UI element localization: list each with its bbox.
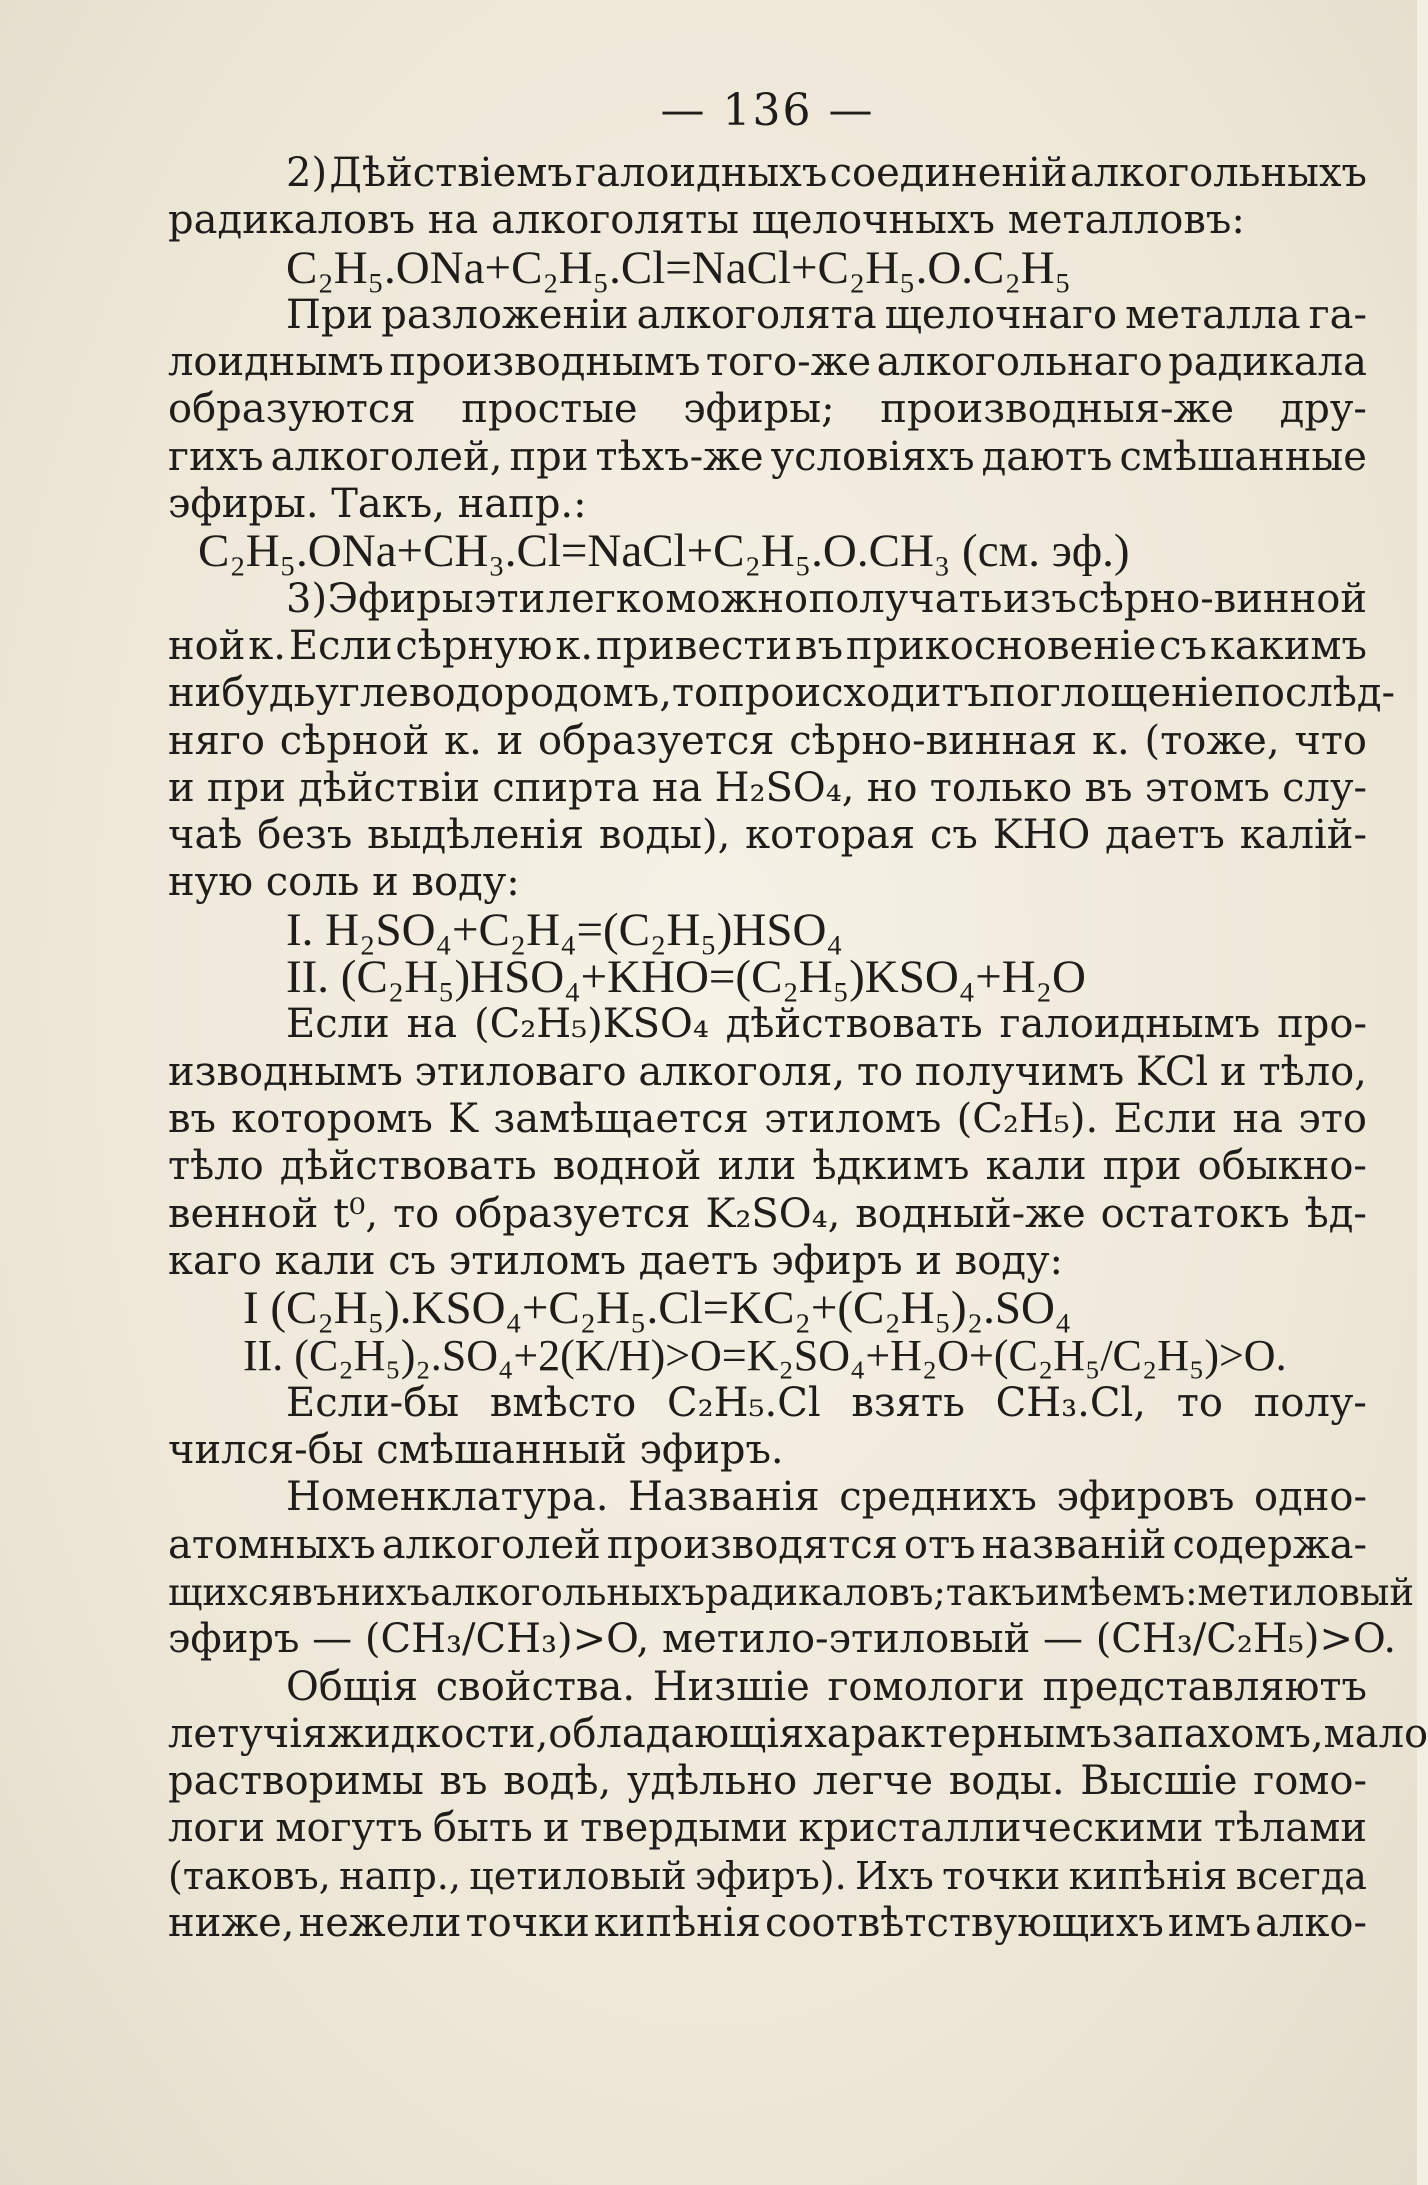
word: легче (812, 1758, 934, 1805)
text-line (168, 1049, 1367, 1096)
text-line (168, 339, 1367, 386)
word: изводнымъ (168, 1048, 403, 1095)
word: содержа- (1172, 1521, 1367, 1568)
word: дѣйствовать (725, 1001, 983, 1048)
word: про- (1277, 1001, 1367, 1048)
word: галоидныхъ (575, 150, 828, 196)
word: тѣлами (1213, 1805, 1367, 1852)
word: и (1220, 1048, 1247, 1095)
word: съ (1159, 622, 1208, 669)
word: простые (461, 386, 638, 433)
word: производятся (606, 1521, 898, 1568)
text-line (168, 1191, 1367, 1238)
word: H₂SO₄, (714, 764, 855, 811)
word: тѣло, (1258, 1048, 1367, 1095)
word: точки (465, 1899, 590, 1946)
word: (C₂H₅). (956, 1095, 1099, 1142)
word: спирта (492, 764, 640, 811)
word: то (856, 1048, 904, 1095)
word: такъ (945, 1570, 1036, 1614)
word: получать (808, 575, 1003, 622)
word: въ (292, 1570, 337, 1614)
word: взять (851, 1379, 965, 1426)
word: обыкно- (1197, 1143, 1367, 1190)
word: радикаловъ; (704, 1570, 946, 1614)
word: эфиры; (683, 386, 835, 433)
word: тѣло (168, 1143, 264, 1190)
word: смѣшанные (1119, 433, 1367, 480)
text-line (168, 765, 1367, 812)
word: представляютъ (1042, 1663, 1367, 1710)
word: водный-же (855, 1190, 1086, 1237)
word: одно- (1254, 1474, 1367, 1521)
word: образуется (454, 1190, 691, 1237)
text-line (168, 1900, 1367, 1947)
word: въ (168, 1095, 216, 1142)
word: эфиръ). (694, 1853, 847, 1898)
word: метиловый (1197, 1570, 1415, 1614)
word: только (929, 764, 1073, 811)
word: всегда (1235, 1853, 1367, 1898)
word: венной (168, 1190, 319, 1237)
word: к. (248, 622, 286, 669)
word: атомныхъ (168, 1521, 376, 1568)
formula-line: I. H₂SO₄+C₂H₄=(C₂H₅)HSO₄ (286, 903, 843, 956)
word: удѣльно (626, 1758, 798, 1805)
word: CH₃.Cl, (995, 1379, 1146, 1426)
text-line (168, 623, 1367, 670)
word: даютъ (981, 433, 1113, 480)
word: KHO (992, 812, 1091, 859)
word: этиломъ (764, 1095, 942, 1142)
word: K (448, 1095, 479, 1142)
text-line (168, 1143, 1367, 1190)
word: KCl (1136, 1048, 1209, 1095)
word: вмѣсто (489, 1379, 637, 1426)
word: эфировъ (1056, 1474, 1235, 1521)
word: галоиднымъ (999, 1001, 1261, 1048)
word: на (651, 764, 703, 811)
word: лоиднымъ (168, 339, 384, 386)
word: металла (1125, 291, 1301, 338)
word: (таковъ, (168, 1853, 331, 1898)
word: Низшіе (652, 1663, 810, 1710)
word: въ (1084, 764, 1133, 811)
word: ниже, (168, 1899, 295, 1946)
word: алкогольныхъ (1069, 150, 1367, 196)
word: алкоголя, (638, 1048, 846, 1095)
word: C₂H₅.Cl (666, 1379, 821, 1426)
word: на (406, 1001, 458, 1048)
word: происходитъ (718, 670, 990, 717)
word: гомологи (827, 1663, 1025, 1710)
word: остатокъ (1100, 1190, 1290, 1237)
word: алкоголята (636, 291, 877, 338)
word: сѣрно-винной (1077, 575, 1367, 622)
word: эти (474, 575, 546, 622)
word: кристаллическими (798, 1805, 1204, 1852)
word: алкогольныхъ (430, 1570, 705, 1614)
text-line (168, 1569, 1415, 1616)
word: дру- (1279, 386, 1367, 433)
text-line (168, 386, 1367, 433)
text-line: чился-бы смѣшанный эфиръ. (168, 1427, 784, 1474)
word: калій- (1239, 812, 1367, 859)
word: привести (595, 622, 793, 669)
word: Если (1113, 1095, 1218, 1142)
word: разложеніи (381, 291, 629, 338)
word: сѣрной (279, 717, 430, 764)
word: отъ (903, 1521, 976, 1568)
word: (тоже, (1144, 717, 1280, 764)
word: Высшіе (1080, 1758, 1238, 1805)
word: водѣ, (503, 1758, 612, 1805)
word: ной (168, 622, 246, 669)
text-line (168, 1758, 1367, 1805)
word: Дѣйствіемъ (329, 150, 573, 196)
word: ѣд- (1304, 1190, 1367, 1237)
word: Номенклатура. (286, 1474, 609, 1521)
word: это (1298, 1095, 1367, 1142)
word: чаѣ (168, 812, 243, 859)
word: 2) (286, 150, 328, 196)
text-line (168, 718, 1367, 765)
word: t⁰, (333, 1190, 379, 1237)
word: могутъ (275, 1805, 423, 1852)
text-line (168, 1710, 1428, 1758)
word: при (509, 433, 589, 480)
text-line (168, 1664, 1367, 1711)
text-line (168, 812, 1367, 859)
word: соотвѣтствующихъ (765, 1899, 1164, 1946)
word: то (671, 670, 719, 717)
formula-line: I (C₂H₅).KSO₄+C₂H₅.Cl=KC₂+(C₂H₅)₂.SO₄ (243, 1282, 1072, 1335)
text-line (168, 1001, 1367, 1048)
word: воды. (948, 1758, 1065, 1805)
word: которомъ (231, 1095, 433, 1142)
text-line (168, 670, 1396, 717)
word: характернымъ (804, 1710, 1112, 1757)
word: быть (432, 1805, 533, 1852)
word: выдѣленія (367, 812, 585, 859)
text-line: каго кали съ этиломъ даетъ эфиръ и воду: (168, 1237, 1063, 1284)
text-line: эфиръ — (CH₃/CH₃)>O, метило-этиловый — (CH₃/C₂H₅)>O. (168, 1616, 1397, 1663)
word: соединеній (829, 150, 1068, 196)
word: слу- (1282, 764, 1367, 811)
word: обладающія (548, 1710, 805, 1757)
word: (C₂H₅)KSO₄ (474, 1001, 709, 1048)
word: твердыми (579, 1805, 789, 1852)
word: ѣдкимъ (812, 1143, 970, 1190)
word: Если (286, 1001, 390, 1048)
text-line (168, 1853, 1367, 1900)
word: въ (439, 1758, 488, 1805)
word: какимъ (1209, 622, 1367, 669)
text-line: эфиры. Такъ, напр.: (168, 481, 587, 528)
word: среднихъ (839, 1474, 1037, 1521)
word: прикосновеніе (845, 622, 1157, 669)
word: названій (981, 1521, 1167, 1568)
word: на (1232, 1095, 1283, 1142)
word: кали (985, 1143, 1087, 1190)
word: алкоголей, (270, 433, 503, 480)
word: к. (444, 717, 482, 764)
word: к. (1092, 717, 1130, 764)
word: радикала (1168, 339, 1367, 386)
word: безъ (257, 812, 353, 859)
word: при (1102, 1143, 1182, 1190)
word: дѣйствіи (298, 764, 481, 811)
word: щелочнаго (884, 291, 1118, 338)
word: точки (942, 1853, 1061, 1898)
word: воды), (598, 812, 731, 859)
word: Если-бы (286, 1379, 460, 1426)
text-line (168, 1805, 1367, 1852)
word: то (392, 1190, 440, 1237)
word: цетиловый (469, 1853, 687, 1898)
word: образуется (538, 717, 775, 764)
word: сѣрно-винная (789, 717, 1078, 764)
word: алко- (1255, 1899, 1367, 1946)
word: поглощеніе (989, 670, 1235, 717)
word: няго (168, 717, 265, 764)
text-line (168, 1522, 1367, 1569)
formula-line: II. (C₂H₅)HSO₄+KHO=(C₂H₅)KSO₄+H₂O (286, 951, 1086, 1004)
word: га- (1308, 291, 1367, 338)
word: алкоголей (381, 1521, 601, 1568)
word: растворимы (168, 1758, 424, 1805)
page-number: — 136 — (660, 85, 875, 136)
word: к. (555, 622, 594, 669)
text-line (168, 150, 1367, 197)
word: при (206, 764, 286, 811)
formula-line: II. (C₂H₅)₂.SO₄+2(K/H)>O=K₂SO₄+H₂O+(C₂H₅/C₂H₅)>O. (243, 1331, 1287, 1381)
formula-line: C₂H₅.ONa+CH₃.Cl=NaCl+C₂H₅.O.CH₃ (см. эф.) (198, 525, 1130, 578)
word: Если (288, 622, 393, 669)
word: тѣхъ-же (595, 433, 764, 480)
word: Эфиры (327, 575, 474, 622)
word: условіяхъ (770, 433, 975, 480)
text-line (168, 434, 1367, 481)
word: K₂SO₄, (705, 1190, 841, 1237)
word: свойства. (435, 1663, 636, 1710)
word: но (866, 764, 918, 811)
word: этомъ (1144, 764, 1270, 811)
word: углеводородомъ, (315, 670, 672, 717)
word: или (717, 1143, 797, 1190)
word: сѣрную (395, 622, 553, 669)
word: нежели (298, 1899, 462, 1946)
word: имъ (1167, 1899, 1252, 1946)
text-line (168, 1380, 1367, 1427)
word: въ (795, 622, 844, 669)
word: 3) (286, 575, 328, 622)
word: производныя-же (880, 386, 1234, 433)
word: замѣщается (493, 1095, 749, 1142)
word: и (496, 717, 524, 764)
formula-line: C₂H₅.ONa+C₂H₅.Cl=NaCl+C₂H₅.O.C₂H₅ (286, 241, 1072, 294)
text-line: радикаловъ на алкоголяты щелочныхъ металловъ: (168, 197, 1245, 244)
word: запахомъ, (1111, 1710, 1324, 1757)
word: дѣйствовать (279, 1143, 537, 1190)
text-line: ную соль и воду: (168, 859, 520, 906)
word: даетъ (1105, 812, 1225, 859)
word: летучія (168, 1710, 328, 1757)
word: которая (745, 812, 916, 859)
word: то (1176, 1379, 1223, 1426)
word: логи (168, 1805, 266, 1852)
word: этиловаго (414, 1048, 627, 1095)
word: нибудь (168, 670, 316, 717)
text-line (168, 292, 1367, 339)
word: имѣемъ: (1035, 1570, 1198, 1614)
text-line (168, 1474, 1367, 1521)
text-line (168, 576, 1367, 623)
word: полу- (1253, 1379, 1367, 1426)
word: получимъ (914, 1048, 1125, 1095)
word: нихъ (336, 1570, 431, 1614)
word: мало (1323, 1710, 1428, 1757)
word: щихся (168, 1570, 292, 1614)
word: послѣд- (1234, 670, 1396, 717)
word: напр., (339, 1853, 461, 1898)
word: При (286, 291, 374, 338)
word: того-же (705, 339, 872, 386)
word: изъ (1002, 575, 1077, 622)
word: Ихъ (855, 1853, 934, 1898)
word: кипѣнія (593, 1899, 761, 1946)
word: Общія (286, 1663, 419, 1710)
word: водной (552, 1143, 702, 1190)
word: образуются (168, 386, 416, 433)
word: можно (665, 575, 809, 622)
word: гихъ (168, 433, 264, 480)
word: и (543, 1805, 570, 1852)
text-line (168, 1096, 1367, 1143)
word: Названія (628, 1474, 820, 1521)
word: что (1294, 717, 1367, 764)
word: съ (930, 812, 978, 859)
word: алкогольнаго (876, 339, 1163, 386)
word: жидкости, (327, 1710, 549, 1757)
word: и (168, 764, 195, 811)
word: кипѣнія (1068, 1853, 1228, 1898)
word: легко (545, 575, 665, 622)
word: гомо- (1253, 1758, 1367, 1805)
word: производнымъ (389, 339, 701, 386)
